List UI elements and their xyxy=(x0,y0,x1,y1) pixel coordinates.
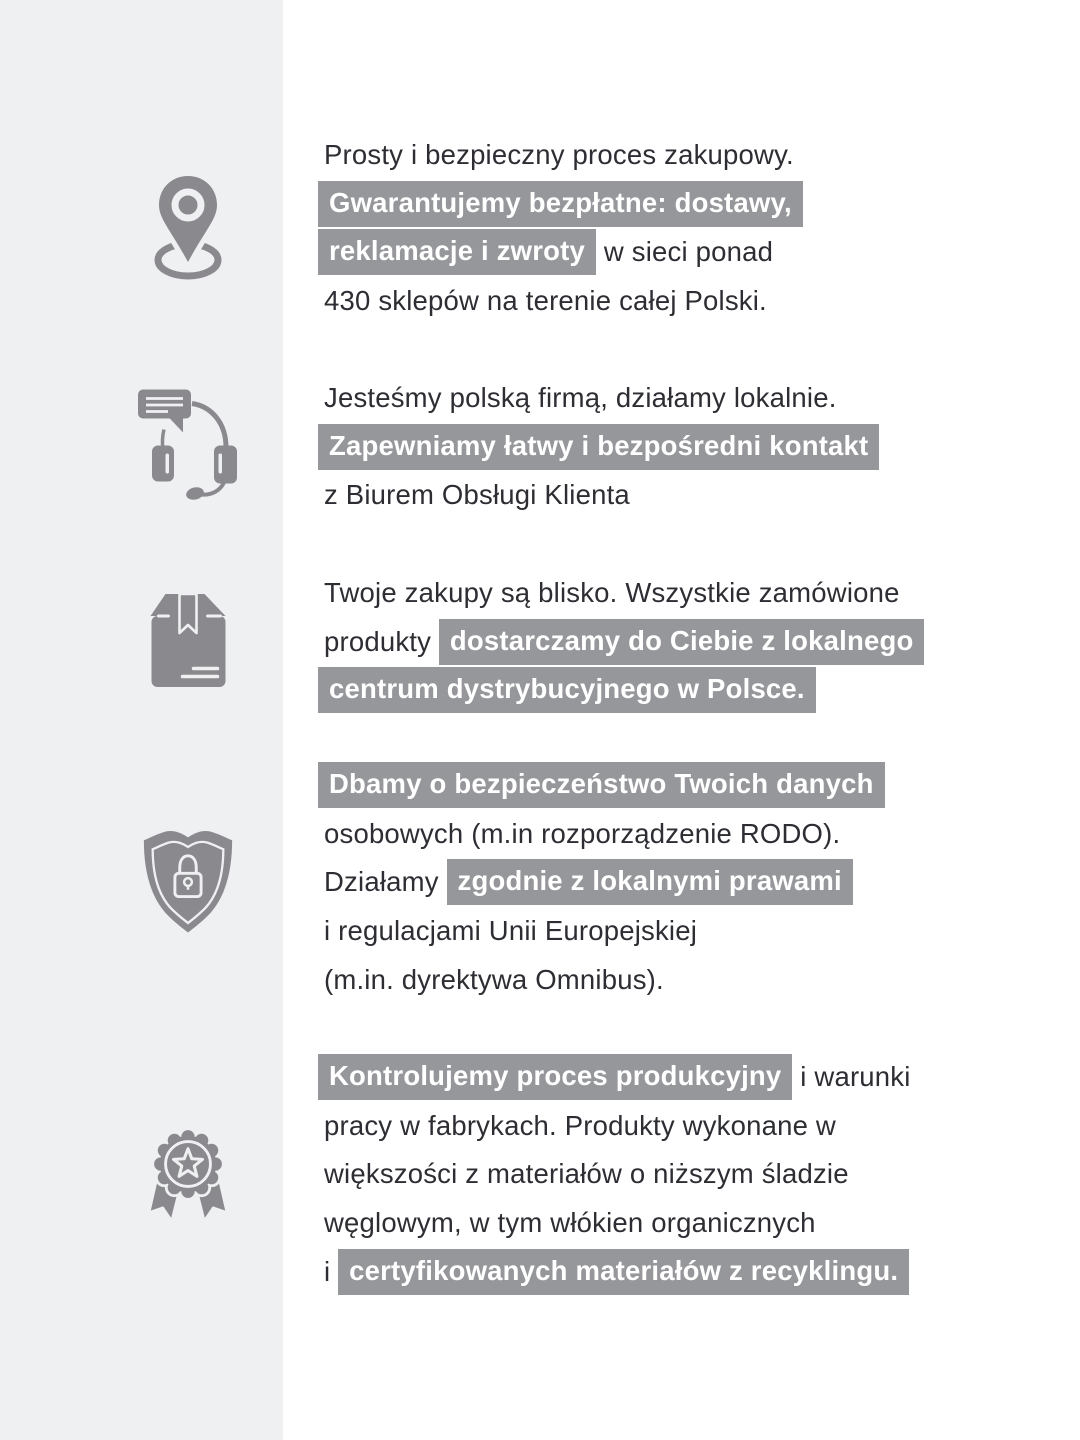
plain-text: (m.in. dyrektywa Omnibus). xyxy=(324,963,664,995)
highlighted-text: certyfikowanych materiałów z recyklingu. xyxy=(338,1249,909,1295)
plain-text: Jesteśmy polską firmą, działamy lokalnie. xyxy=(324,382,837,414)
text-line xyxy=(318,569,924,618)
plain-text: 430 sklepów na terenie całej Polski. xyxy=(324,285,767,317)
plain-text: Twoje zakupy są blisko. Wszystkie zamówione xyxy=(324,577,900,609)
support-headset-icon xyxy=(138,390,238,505)
info-section-contact xyxy=(0,374,1080,520)
text-line xyxy=(318,858,885,907)
plain-text: z Biurem Obsługi Klienta xyxy=(324,479,630,511)
highlighted-text: zgodnie z lokalnymi prawami xyxy=(447,859,853,905)
highlighted-text: dostarczamy do Ciebie z lokalnego xyxy=(439,619,925,665)
info-section-distribution xyxy=(0,569,1080,715)
text-line xyxy=(318,180,803,229)
plain-text: pracy w fabrykach. Produkty wykonane w xyxy=(324,1109,836,1141)
plain-text: Działamy xyxy=(324,866,447,898)
text-line xyxy=(318,907,885,956)
text-line xyxy=(318,761,885,810)
plain-text: węglowym, w tym włókien organicznych xyxy=(324,1207,816,1239)
package-box-icon xyxy=(150,592,227,692)
award-badge-icon xyxy=(136,1120,241,1230)
text-block xyxy=(318,761,885,1004)
info-section-security xyxy=(0,761,1080,1004)
text-line xyxy=(318,1247,911,1296)
text-line xyxy=(318,1053,911,1102)
location-pin-icon xyxy=(153,172,223,284)
text-line xyxy=(318,618,924,667)
text-line xyxy=(318,666,924,715)
plain-text: i regulacjami Unii Europejskiej xyxy=(324,915,698,947)
highlighted-text: Dbamy o bezpieczeństwo Twoich danych xyxy=(318,762,885,808)
text-block xyxy=(318,569,924,715)
highlighted-text: Kontrolujemy proces produkcyjny xyxy=(318,1054,792,1100)
text-line xyxy=(318,471,879,520)
text-line xyxy=(318,810,885,859)
plain-text: i xyxy=(324,1255,339,1287)
plain-text: i warunki xyxy=(792,1061,911,1093)
text-line xyxy=(318,1199,911,1248)
plain-text: produkty xyxy=(324,625,439,657)
text-block xyxy=(318,1053,911,1296)
highlighted-text: reklamacje i zwroty xyxy=(318,229,596,275)
text-line xyxy=(318,228,803,277)
text-line xyxy=(318,955,885,1004)
plain-text: osobowych (m.in rozporządzenie RODO). xyxy=(324,817,841,849)
text-line xyxy=(318,131,803,180)
text-line xyxy=(318,374,879,423)
text-line xyxy=(318,1150,911,1199)
plain-text: większości z materiałów o niższym śladzie xyxy=(324,1158,849,1190)
plain-text: Prosty i bezpieczny proces zakupowy. xyxy=(324,139,794,171)
highlighted-text: Gwarantujemy bezpłatne: dostawy, xyxy=(318,181,803,227)
text-block xyxy=(318,131,803,325)
highlighted-text: centrum dystrybucyjnego w Polsce. xyxy=(318,667,816,713)
info-section-production xyxy=(0,1053,1080,1296)
info-section-delivery xyxy=(0,131,1080,325)
highlighted-text: Zapewniamy łatwy i bezpośredni kontakt xyxy=(318,424,879,470)
text-line xyxy=(318,423,879,472)
plain-text: w sieci ponad xyxy=(596,236,774,268)
shield-lock-icon xyxy=(140,828,237,937)
text-line xyxy=(318,1102,911,1151)
text-block xyxy=(318,374,879,520)
text-line xyxy=(318,277,803,326)
